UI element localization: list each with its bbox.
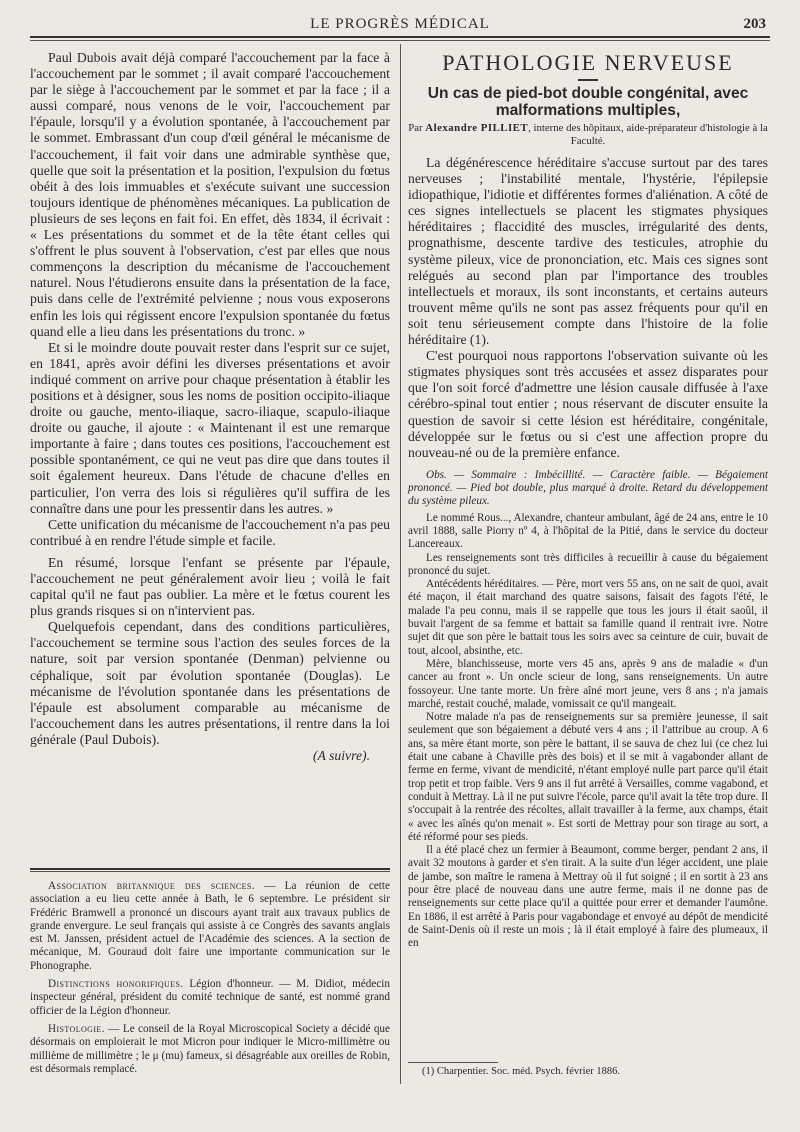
news-item-distinctions: Distinctions honorifiques. Légion d'honneur. — M. Didiot, médecin inspecteur général, président du comité technique de santé, est nommé grand officier de la Légion d'honneur. [30, 978, 390, 1017]
news-item-histologie: Histologie. — Le conseil de la Royal Microscopical Society a décidé que désormais on emploierait le mot Micron pour indiquer le Micro-millimètre ou millième de millimètre ; le μ (mu) fameux, si désagréable aux oreilles de Robin, est désormais remplacé. [30, 1022, 390, 1075]
observation-summary: Obs. — Sommaire : Imbécillité. — Caractère faible. — Bégaiement prononcé. — Pied bot double, plus marqué à droite. Retard du développement du système pileux. [408, 468, 768, 508]
obs-paragraph-6: Il a été placé chez un fermier à Beaumont, comme berger, pendant 2 ans, il avait 32 moutons à garder et s'en tirait. A la suite d'un léger accident, une plaie de jambe, son maître le ramena à Mettray où il fut soigné ; il en sortit à 23 ans pour être placé de nouveau dans une autre ferme, mais il ne donne pas de renseignements sur cette place qu'il a quittée pour errer et demander l'aumône. En 1886, il est arrêté à Paris pour vagabondage et envoyé au dépôt de mendicité de Saint-Denis où il reste un mois ; là il était employé à faire des plumeaux, il en [408, 844, 768, 950]
column-separator [400, 44, 401, 1084]
news-rule-thin [30, 871, 390, 872]
obs-paragraph-1: Le nommé Rous..., Alexandre, chanteur ambulant, âgé de 24 ans, entre le 10 avril 1888, salle Piorry nº 4, à l'hôpital de la Pitié, dans le service du docteur Lancereaux. [408, 511, 768, 551]
header-rule [30, 36, 770, 38]
left-paragraph-1: Paul Dubois avait déjà comparé l'accouchement par la face à l'accouchement par le sommet ; il avait comparé l'accouchement par le siège à l'accouchement par le sommet et par la face ; il a aussi comparé, nous venons de le voir, l'accouchement par l'épaule, lorsqu'il y a évolution spontanée, à l'accouchement par le sommet. Embrassant d'un coup d'œil général le mécanisme de l'accouchement, il fait voir dans une admirable synthèse que, quelle que soit la présentation et la position, l'expulsion du fœtus obéit à des lois immuables et s'exécute suivant une succession toujours identique de phénomènes mécaniques. La publication de plusieurs de ses leçons en fait foi. En effet, dès 1834, il écrivait : « Les présentations du sommet et de la tête étant celles qui s'offrent le plus souvent à l'observation, c'est par elles que nous commençons la description du mécanisme de l'accouchement naturel. Nous l'étudierons ensuite dans la présentation de la face, puis dans celle de l'extrémité pelvienne ; nous vous exposerons enfin les lois qui régissent encore l'expulsion spontanée du fœtus quand elle a lieu dans les présentations du tronc. » [30, 50, 390, 339]
journal-title: LE PROGRÈS MÉDICAL [310, 16, 490, 32]
left-paragraph-2: Et si le moindre doute pouvait rester dans l'esprit sur ce sujet, en 1841, après avoir défini les diverses présentations et avoir indiqué comment on arrive pour chaque présentation à établir les positions et à désigner, sous les noms de position occipito-iliaque droite ou gauche, mento-iliaque, sacro-iliaque, scapulo-iliaque droite ou gauche, il ajoute : « Maintenant il est une remarque importante à faire ; dans toutes ces positions, l'accouchement est possible spontanément, ce qui ne veut pas dire que dans toutes il soit également heureux. Dans l'étude de chacune d'elles en particulier, l'on verra des lois si régulières qu'il suffira de les connaître dans une pour les pressentir dans les autres. » [30, 339, 390, 516]
left-column [30, 50, 390, 764]
section-dash [578, 79, 598, 81]
article-title: Un cas de pied-bot double congénital, avec malformations multiples, [427, 85, 749, 119]
author-name: Alexandre PILLIET [425, 122, 529, 134]
obs-paragraph-3: Antécédents héréditaires. — Père, mort vers 55 ans, on ne sait de quoi, avait été maçon, il était marchand des quatre saisons, faisait des fagots l'été, le malade l'a peu connu, mais il se rappelle que tous les jours il était saoûl, il buvait l'argent de sa femme et battait sa famille quand il rentrait ivre. Notre sujet dit que son père le battait tous les soirs avec sa ceinture de cuir, buvait de tout, alcool, absinthe, etc. [408, 578, 768, 657]
page-number: 203 [743, 16, 766, 32]
left-paragraph-3: Cette unification du mécanisme de l'accouchement n'a pas peu contribué à en rendre l'étude simple et facile. [30, 516, 390, 548]
right-paragraph-1: La dégénérescence héréditaire s'accuse surtout par des tares nerveuses ; l'instabilité mentale, l'hystérie, l'épilepsie idiopathique, l'idiotie et différentes formes d'aliénation. A côté de ces signes intellectuels se placent les stigmates physiques héréditaires ; flaccidité des muscles, irrégularité des dents, prognathisme, descente tardive des testicules, atrophie du système pileux, vice de prononciation, etc. Mais ces signes sont relégués au second plan par l'importance des troubles intellectuels et moraux, ils sont inconstants, et certains auteurs trouvent même qu'ils ne sont pas assez fréquents pour qu'il en soit tenu sérieusement compte dans l'histoire de la folie héréditaire (1). [408, 155, 768, 348]
footnote-rule [408, 1062, 498, 1063]
news-item-association: Association britannique des sciences. — La réunion de cette association a eu lieu cette année à Bath, le 6 septembre. Le président sir Frédéric Bramwell a prononcé un discours ayant trait aux travaux publics de grande envergure. Le seul français qui assiste à ce Congrès des savants anglais est M. Janssen, président actuel de l'Académie des sciences. A la section de mécanique, M. Gouraud doit faire une importante communication sur le Phonographe. [30, 880, 390, 972]
obs-paragraph-4: Mère, blanchisseuse, morte vers 45 ans, après 9 ans de maladie « d'un cancer au front ». Un oncle scieur de long, sans renseignements. Un autre fossoyeur. Une tante morte. Un frère aîné mort jeune, vers 8 ans ; n'a jamais marché, restait couché, malade, vomissait ce qu'il mangeait. [408, 657, 768, 710]
news-notes [30, 880, 390, 1076]
suivre-note: (A suivre). [312, 748, 370, 764]
header-rule-thin [30, 40, 770, 41]
obs-paragraph-5: Notre malade n'a pas de renseignements sur sa première jeunesse, il sait seulement que son bégaiement a débuté vers 4 ans ; il l'attribue au croup. A 6 ans, sa mère étant morte, son père le battant, il se sauva de chez lui (ce chez lui était une cabane à Chaville près des bois) et il se mit à vagabonder allant de ferme en ferme, vivant de mendicité, n'étant employé nulle part parce qu'il était trop petit et trop faible. Vers 9 ans il fut arrêté à Versailles, comme vagabond, et conduit à Mettray. Là il ne put suivre l'école, parce qu'il avait la tête trop dure. Il s'occupait à la rentrée des récoltes, allait travailler à la ferme, aux champs, était « avec les aînés qu'on menait ». Est sorti de Mettray pour son tirage au sort, a été réformé pour ses pieds. [408, 711, 768, 843]
section-title: PATHOLOGIE NERVEUSE [442, 50, 734, 75]
right-paragraph-2: C'est pourquoi nous rapportons l'observation suivante où les stigmates physiques sont très accusées et assez disparates pour que l'on soit forcé d'admettre une lésion causale diffusée à l'axe cérébro-spinal tout entier ; nous réservant de discuter ensuite la question de savoir si cette lésion est héréditaire, congénitale, développée sur le fœtus ou si c'est une affection propre du nouveau-né ou de la première enfance. [408, 348, 768, 460]
footnote: (1) Charpentier. Soc. méd. Psych. février 1886. [422, 1066, 620, 1077]
byline: Par Alexandre PILLIET, interne des hôpitaux, aide-préparateur d'histologie à la Faculté. [408, 122, 768, 147]
obs-paragraph-2: Les renseignements sont très difficiles à recueillir à cause du bégaiement prononcé du sujet. [408, 551, 768, 577]
running-header [30, 14, 770, 38]
news-rule [30, 868, 390, 870]
observation [408, 469, 768, 951]
right-column [408, 50, 768, 950]
left-paragraph-4: En résumé, lorsque l'enfant se présente par l'épaule, l'accouchement ne peut généralement avoir lieu ; voilà le fait capital qu'il ne faut pas oublier. La mère et le fœtus courent les plus grands risques si on n'intervient pas. [30, 554, 390, 619]
left-paragraph-5: Quelquefois cependant, dans des conditions particulières, l'accouchement se termine sous l'action des seules forces de la nature, soit par version spontanée (Denman) pelvienne ou céphalique, soit par évolution spontanée (Douglas). Le mécanisme de l'évolution spontanée dans les présentations de l'épaule est absolument comparable au mécanisme de l'accouchement dans les autres présentations, il rentre dans la loi générale (Paul Dubois). [30, 619, 390, 747]
